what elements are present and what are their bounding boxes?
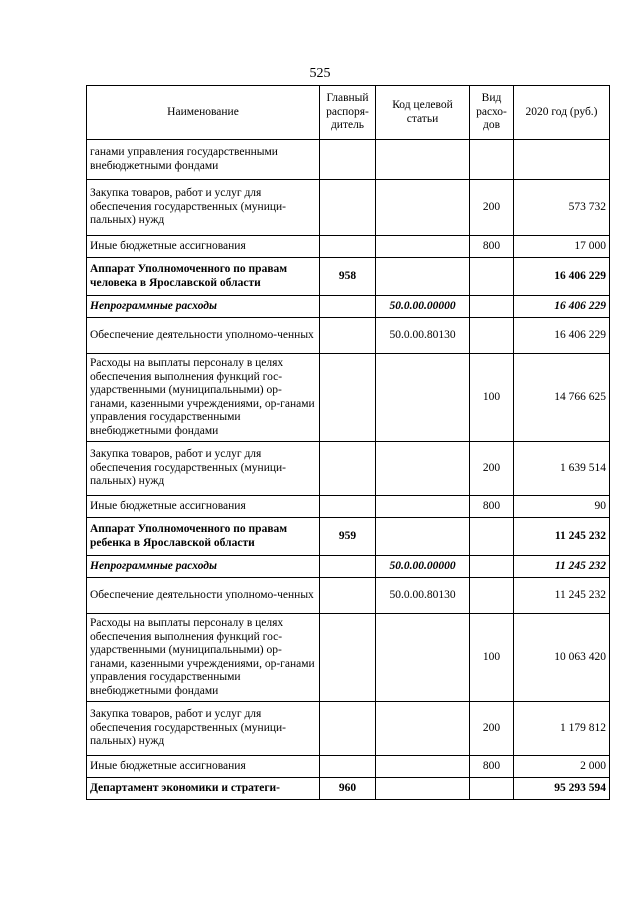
cell-kind (470, 258, 514, 296)
budget-table (86, 85, 610, 800)
cell-name: Обеспечение деятельности уполномо-ченных (87, 578, 320, 614)
table-row (87, 318, 610, 354)
cell-kind: 200 (470, 442, 514, 496)
cell-chief (320, 236, 376, 258)
cell-name: Непрограммные расходы (87, 296, 320, 318)
cell-code: 50.0.00.00000 (376, 296, 470, 318)
cell-name: ганами управления государственными внебюджетными фондами (87, 140, 320, 180)
cell-kind: 800 (470, 496, 514, 518)
cell-name: Расходы на выплаты персоналу в целях обеспечения выполнения функций гос-ударственными (муниципальными) ор-ганами, казенными учреждениями, ор-ганами управления государственными внебюджетными фондами (87, 354, 320, 442)
cell-kind: 200 (470, 180, 514, 236)
cell-chief (320, 180, 376, 236)
header-kind: Вид расхо-дов (470, 86, 514, 140)
cell-name: Обеспечение деятельности уполномо-ченных (87, 318, 320, 354)
cell-kind: 800 (470, 236, 514, 258)
page-number: 525 (309, 66, 331, 81)
cell-code (376, 140, 470, 180)
cell-amount: 11 245 232 (514, 578, 610, 614)
cell-amount: 16 406 229 (514, 318, 610, 354)
table-row (87, 258, 610, 296)
header-amount: 2020 год (руб.) (514, 86, 610, 140)
cell-chief (320, 296, 376, 318)
cell-chief (320, 756, 376, 778)
cell-chief (320, 496, 376, 518)
table-row (87, 354, 610, 442)
cell-amount: 11 245 232 (514, 518, 610, 556)
table-row (87, 180, 610, 236)
cell-chief (320, 354, 376, 442)
cell-amount: 16 406 229 (514, 296, 610, 318)
table-row (87, 614, 610, 702)
cell-code (376, 442, 470, 496)
cell-code (376, 518, 470, 556)
table-row (87, 140, 610, 180)
cell-kind: 800 (470, 756, 514, 778)
table-row (87, 778, 610, 800)
cell-chief (320, 702, 376, 756)
table-row (87, 556, 610, 578)
cell-name: Иные бюджетные ассигнования (87, 756, 320, 778)
cell-amount: 10 063 420 (514, 614, 610, 702)
cell-chief (320, 578, 376, 614)
cell-amount: 1 179 812 (514, 702, 610, 756)
cell-code (376, 756, 470, 778)
cell-kind: 100 (470, 614, 514, 702)
cell-amount: 90 (514, 496, 610, 518)
cell-amount: 2 000 (514, 756, 610, 778)
table-body (87, 140, 610, 800)
cell-amount (514, 140, 610, 180)
table-header (87, 86, 610, 140)
cell-code (376, 354, 470, 442)
cell-amount: 1 639 514 (514, 442, 610, 496)
cell-name: Аппарат Уполномоченного по правам ребенка в Ярославской области (87, 518, 320, 556)
cell-code (376, 614, 470, 702)
cell-code (376, 702, 470, 756)
cell-kind (470, 518, 514, 556)
cell-code (376, 496, 470, 518)
table-row (87, 236, 610, 258)
cell-chief: 958 (320, 258, 376, 296)
table-row (87, 702, 610, 756)
cell-kind (470, 556, 514, 578)
cell-code: 50.0.00.00000 (376, 556, 470, 578)
cell-kind (470, 318, 514, 354)
header-name: Наименование (87, 86, 320, 140)
cell-kind (470, 778, 514, 800)
cell-name: Аппарат Уполномоченного по правам человека в Ярославской области (87, 258, 320, 296)
cell-kind: 100 (470, 354, 514, 442)
cell-kind: 200 (470, 702, 514, 756)
table-row (87, 578, 610, 614)
cell-chief (320, 614, 376, 702)
cell-name: Закупка товаров, работ и услуг для обеспечения государственных (муници-пальных) нужд (87, 180, 320, 236)
cell-code (376, 778, 470, 800)
cell-chief (320, 318, 376, 354)
table-row (87, 496, 610, 518)
cell-chief (320, 140, 376, 180)
cell-name: Непрограммные расходы (87, 556, 320, 578)
cell-chief (320, 556, 376, 578)
cell-name: Закупка товаров, работ и услуг для обеспечения государственных (муници-пальных) нужд (87, 702, 320, 756)
cell-chief: 959 (320, 518, 376, 556)
table-row (87, 518, 610, 556)
cell-amount: 14 766 625 (514, 354, 610, 442)
cell-amount: 17 000 (514, 236, 610, 258)
cell-code (376, 258, 470, 296)
cell-amount: 11 245 232 (514, 556, 610, 578)
cell-code: 50.0.00.80130 (376, 318, 470, 354)
cell-kind (470, 140, 514, 180)
cell-kind (470, 578, 514, 614)
header-code: Код целевой статьи (376, 86, 470, 140)
table-row (87, 296, 610, 318)
cell-chief (320, 442, 376, 496)
table-row (87, 442, 610, 496)
cell-name: Закупка товаров, работ и услуг для обеспечения государственных (муници-пальных) нужд (87, 442, 320, 496)
cell-name: Департамент экономики и стратеги- (87, 778, 320, 800)
cell-amount: 95 293 594 (514, 778, 610, 800)
cell-amount: 573 732 (514, 180, 610, 236)
cell-code (376, 236, 470, 258)
cell-code: 50.0.00.80130 (376, 578, 470, 614)
cell-name: Иные бюджетные ассигнования (87, 236, 320, 258)
cell-kind (470, 296, 514, 318)
table-row (87, 756, 610, 778)
cell-amount: 16 406 229 (514, 258, 610, 296)
cell-name: Расходы на выплаты персоналу в целях обеспечения выполнения функций гос-ударственными (муниципальными) ор-ганами, казенными учреждениями, ор-ганами управления государственными внебюджетными фондами (87, 614, 320, 702)
header-chief: Главный распоря-дитель (320, 86, 376, 140)
cell-code (376, 180, 470, 236)
cell-name: Иные бюджетные ассигнования (87, 496, 320, 518)
cell-chief: 960 (320, 778, 376, 800)
